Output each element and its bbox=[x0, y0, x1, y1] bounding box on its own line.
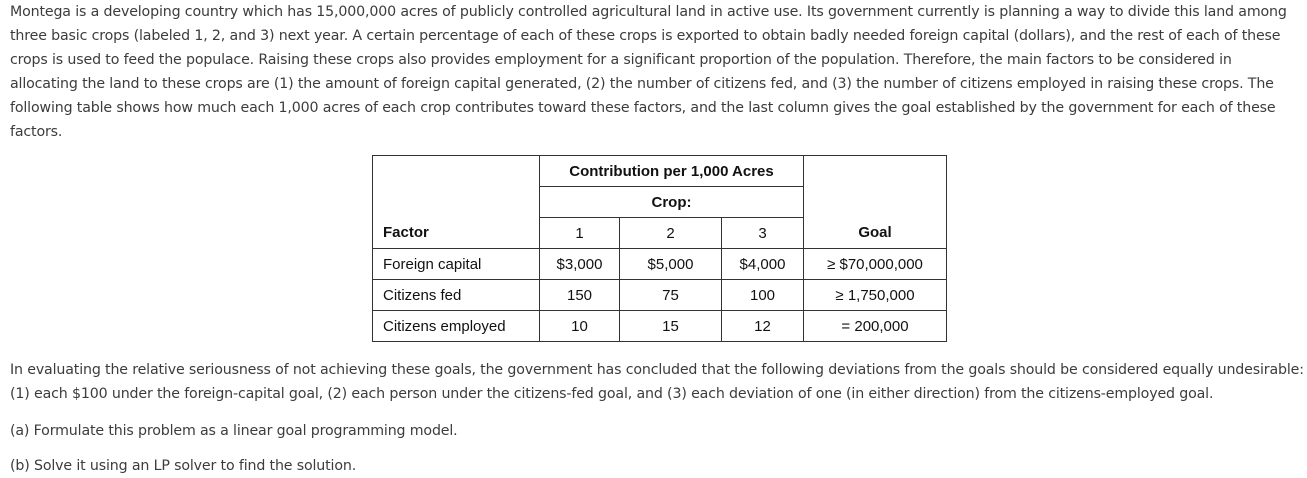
crop-1-header: 1 bbox=[540, 218, 620, 249]
factor-header: Factor bbox=[373, 218, 540, 249]
goal-header: Goal bbox=[804, 218, 947, 249]
value-cell: 150 bbox=[540, 280, 620, 311]
contribution-header: Contribution per 1,000 Acres bbox=[540, 156, 804, 187]
blank-header-cell bbox=[804, 187, 947, 218]
value-cell: 15 bbox=[620, 311, 722, 342]
contribution-table bbox=[372, 155, 947, 342]
goal-cell: ≥ $70,000,000 bbox=[804, 249, 947, 280]
value-cell: $5,000 bbox=[620, 249, 722, 280]
evaluation-text: In evaluating the relative seriousness of not achieving these goals, the government has concluded that the following deviations from the goals should be considered equally undesirable: (1) each $100 under the foreign-capital goal, (2) each person under the citizens-fed goal, and (3) each deviation of one (in either direction) from the citizens-employed goal. bbox=[10, 362, 1304, 402]
table-header-row bbox=[373, 218, 947, 249]
part-a-question: (a) Formulate this problem as a linear goal programming model. bbox=[10, 423, 458, 439]
value-cell: 12 bbox=[722, 311, 804, 342]
blank-header-cell bbox=[373, 156, 540, 187]
part-b-question: (b) Solve it using an LP solver to find the solution. bbox=[10, 458, 357, 474]
factor-cell: Citizens fed bbox=[373, 280, 540, 311]
table-header-row bbox=[373, 156, 947, 187]
goal-cell: = 200,000 bbox=[804, 311, 947, 342]
factor-cell: Foreign capital bbox=[373, 249, 540, 280]
problem-intro: Montega is a developing country which has 15,000,000 acres of publicly controlled agricultural land in active use. Its government currently is planning a way to divide this land among three basic crops (labeled 1, 2, and 3) next year. A certain percentage of each of these crops is exported to obtain badly needed foreign capital (dollars), and the rest of each of these crops is used to feed the populace. Raising these crops also provides employment for a significant proportion of the population. Therefore, the main factors to be considered in allocating the land to these crops are (1) the amount of foreign capital generated, (2) the number of citizens fed, and (3) the number of citizens employed in raising these crops. The following table shows how much each 1,000 acres of each crop contributes toward these factors, and the last column gives the goal established by the government for each of these factors. bbox=[10, 4, 1287, 140]
blank-header-cell bbox=[373, 187, 540, 218]
crop-2-header: 2 bbox=[620, 218, 722, 249]
table-row bbox=[373, 249, 947, 280]
table-row bbox=[373, 311, 947, 342]
value-cell: 100 bbox=[722, 280, 804, 311]
value-cell: $3,000 bbox=[540, 249, 620, 280]
crop-header: Crop: bbox=[540, 187, 804, 218]
crop-3-header: 3 bbox=[722, 218, 804, 249]
factor-cell: Citizens employed bbox=[373, 311, 540, 342]
value-cell: $4,000 bbox=[722, 249, 804, 280]
value-cell: 10 bbox=[540, 311, 620, 342]
value-cell: 75 bbox=[620, 280, 722, 311]
table-row bbox=[373, 280, 947, 311]
goal-cell: ≥ 1,750,000 bbox=[804, 280, 947, 311]
blank-header-cell bbox=[804, 156, 947, 187]
table-header-row bbox=[373, 187, 947, 218]
